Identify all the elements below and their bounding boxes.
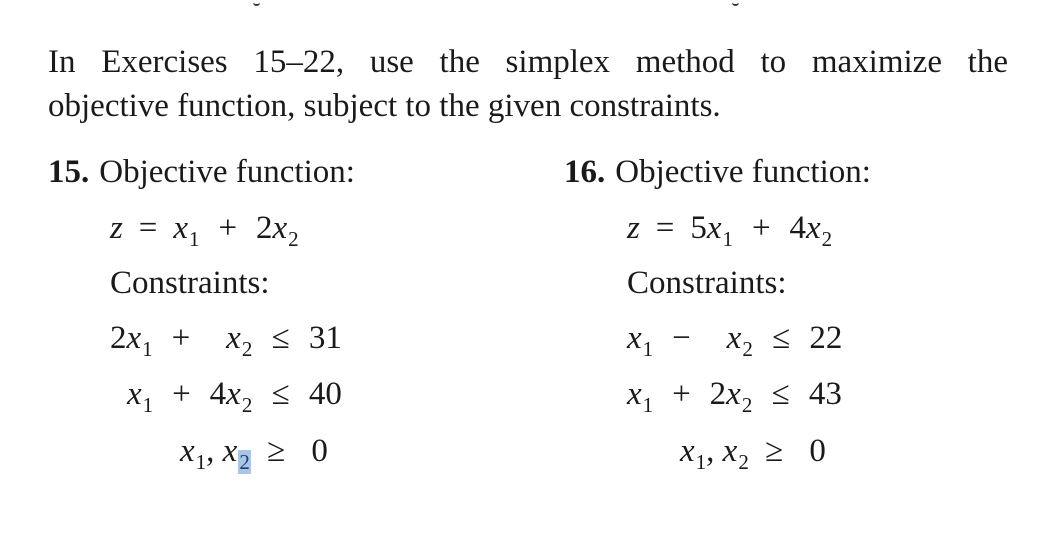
nonnegativity-row <box>680 433 826 474</box>
math-sub: 1 <box>142 337 153 361</box>
math-var: x <box>706 210 722 246</box>
math-op: + <box>218 210 238 246</box>
exercise-heading <box>48 150 478 194</box>
math-var: x <box>222 433 238 469</box>
math-sub: 1 <box>642 393 654 417</box>
math-coef: 5 <box>690 210 707 246</box>
exercise-15 <box>48 150 478 194</box>
math-rhs: 22 <box>809 320 843 356</box>
math-var: x <box>806 210 821 246</box>
highlighted-subscript[interactable]: 2 <box>239 450 250 474</box>
math-op: − <box>672 320 691 356</box>
math-sub: 2 <box>741 393 753 417</box>
math-var: x <box>126 320 142 356</box>
math-sub: 1 <box>642 337 654 361</box>
exercise-16 <box>564 150 994 194</box>
math-sub: 2 <box>742 337 753 361</box>
math-coef: 2 <box>110 320 127 356</box>
math-coef: 4 <box>209 376 227 412</box>
math-var: z <box>110 210 123 246</box>
math-sub: 1 <box>695 450 707 474</box>
previous-page-text-fragment <box>0 0 1040 6</box>
exercise-heading <box>564 150 994 194</box>
math-relation: ≤ <box>271 320 290 356</box>
math-var: x <box>226 376 241 412</box>
math-comma: , <box>706 433 715 469</box>
math-sub: 2 <box>821 227 833 251</box>
constraints-label-15: Constraints: <box>110 265 270 301</box>
math-sub: 1 <box>142 393 154 417</box>
math-rhs: 40 <box>308 376 342 412</box>
math-sub: 1 <box>195 450 207 474</box>
instructions-line-2: objective function, subject to the given constraints. <box>48 88 721 124</box>
instructions-paragraph <box>48 40 1008 128</box>
exercise-number: 15. <box>48 154 90 190</box>
objective-equation-16 <box>627 210 833 251</box>
math-var: x <box>680 433 695 469</box>
math-var: x <box>272 210 288 246</box>
math-coef: 2 <box>709 376 727 412</box>
math-sub: 2 <box>241 337 253 361</box>
math-rhs: 0 <box>311 433 328 469</box>
math-comma: , <box>206 433 215 469</box>
math-rhs: 31 <box>308 320 342 356</box>
objective-equation-15 <box>110 210 299 251</box>
math-sub: 1 <box>722 227 733 251</box>
math-op: + <box>751 210 771 246</box>
math-var: x <box>180 433 195 469</box>
cut-glyph <box>253 0 260 6</box>
math-relation: ≤ <box>771 376 790 412</box>
math-op: + <box>672 376 691 412</box>
math-op: + <box>171 320 191 356</box>
math-coef: 2 <box>256 210 273 246</box>
math-var: x <box>722 433 738 469</box>
math-rhs: 0 <box>809 433 826 469</box>
math-coef: 4 <box>789 210 806 246</box>
math-sub: 2 <box>241 393 253 417</box>
math-var: x <box>127 376 142 412</box>
math-op: + <box>172 376 191 412</box>
objective-label: Objective function: <box>99 154 355 190</box>
constraint-row <box>627 376 842 417</box>
math-var: x <box>226 320 241 356</box>
objective-label: Objective function: <box>615 154 871 190</box>
math-rhs: 43 <box>808 376 842 412</box>
nonnegativity-row <box>180 433 328 474</box>
math-var: x <box>726 320 742 356</box>
math-var: x <box>173 210 188 246</box>
math-relation: ≤ <box>772 320 791 356</box>
cut-glyph <box>732 0 739 6</box>
math-relation: ≥ <box>765 433 784 469</box>
math-op: = <box>138 210 158 246</box>
math-op: = <box>655 210 675 246</box>
constraint-row <box>127 376 342 417</box>
math-var: x <box>726 376 741 412</box>
math-relation: ≤ <box>271 376 290 412</box>
constraint-row <box>627 320 843 361</box>
math-var: x <box>627 320 642 356</box>
math-sub: 2 <box>288 227 299 251</box>
math-var: x <box>627 376 642 412</box>
math-var: z <box>627 210 640 246</box>
math-relation: ≥ <box>267 433 286 469</box>
constraint-row <box>110 320 342 361</box>
constraints-label-16: Constraints: <box>627 265 787 301</box>
math-sub: 2 <box>738 450 749 474</box>
math-sub: 1 <box>189 227 200 251</box>
exercise-number: 16. <box>564 154 606 190</box>
instructions-line-1: In Exercises 15–22, use the simplex method to maximize the <box>48 44 1008 80</box>
